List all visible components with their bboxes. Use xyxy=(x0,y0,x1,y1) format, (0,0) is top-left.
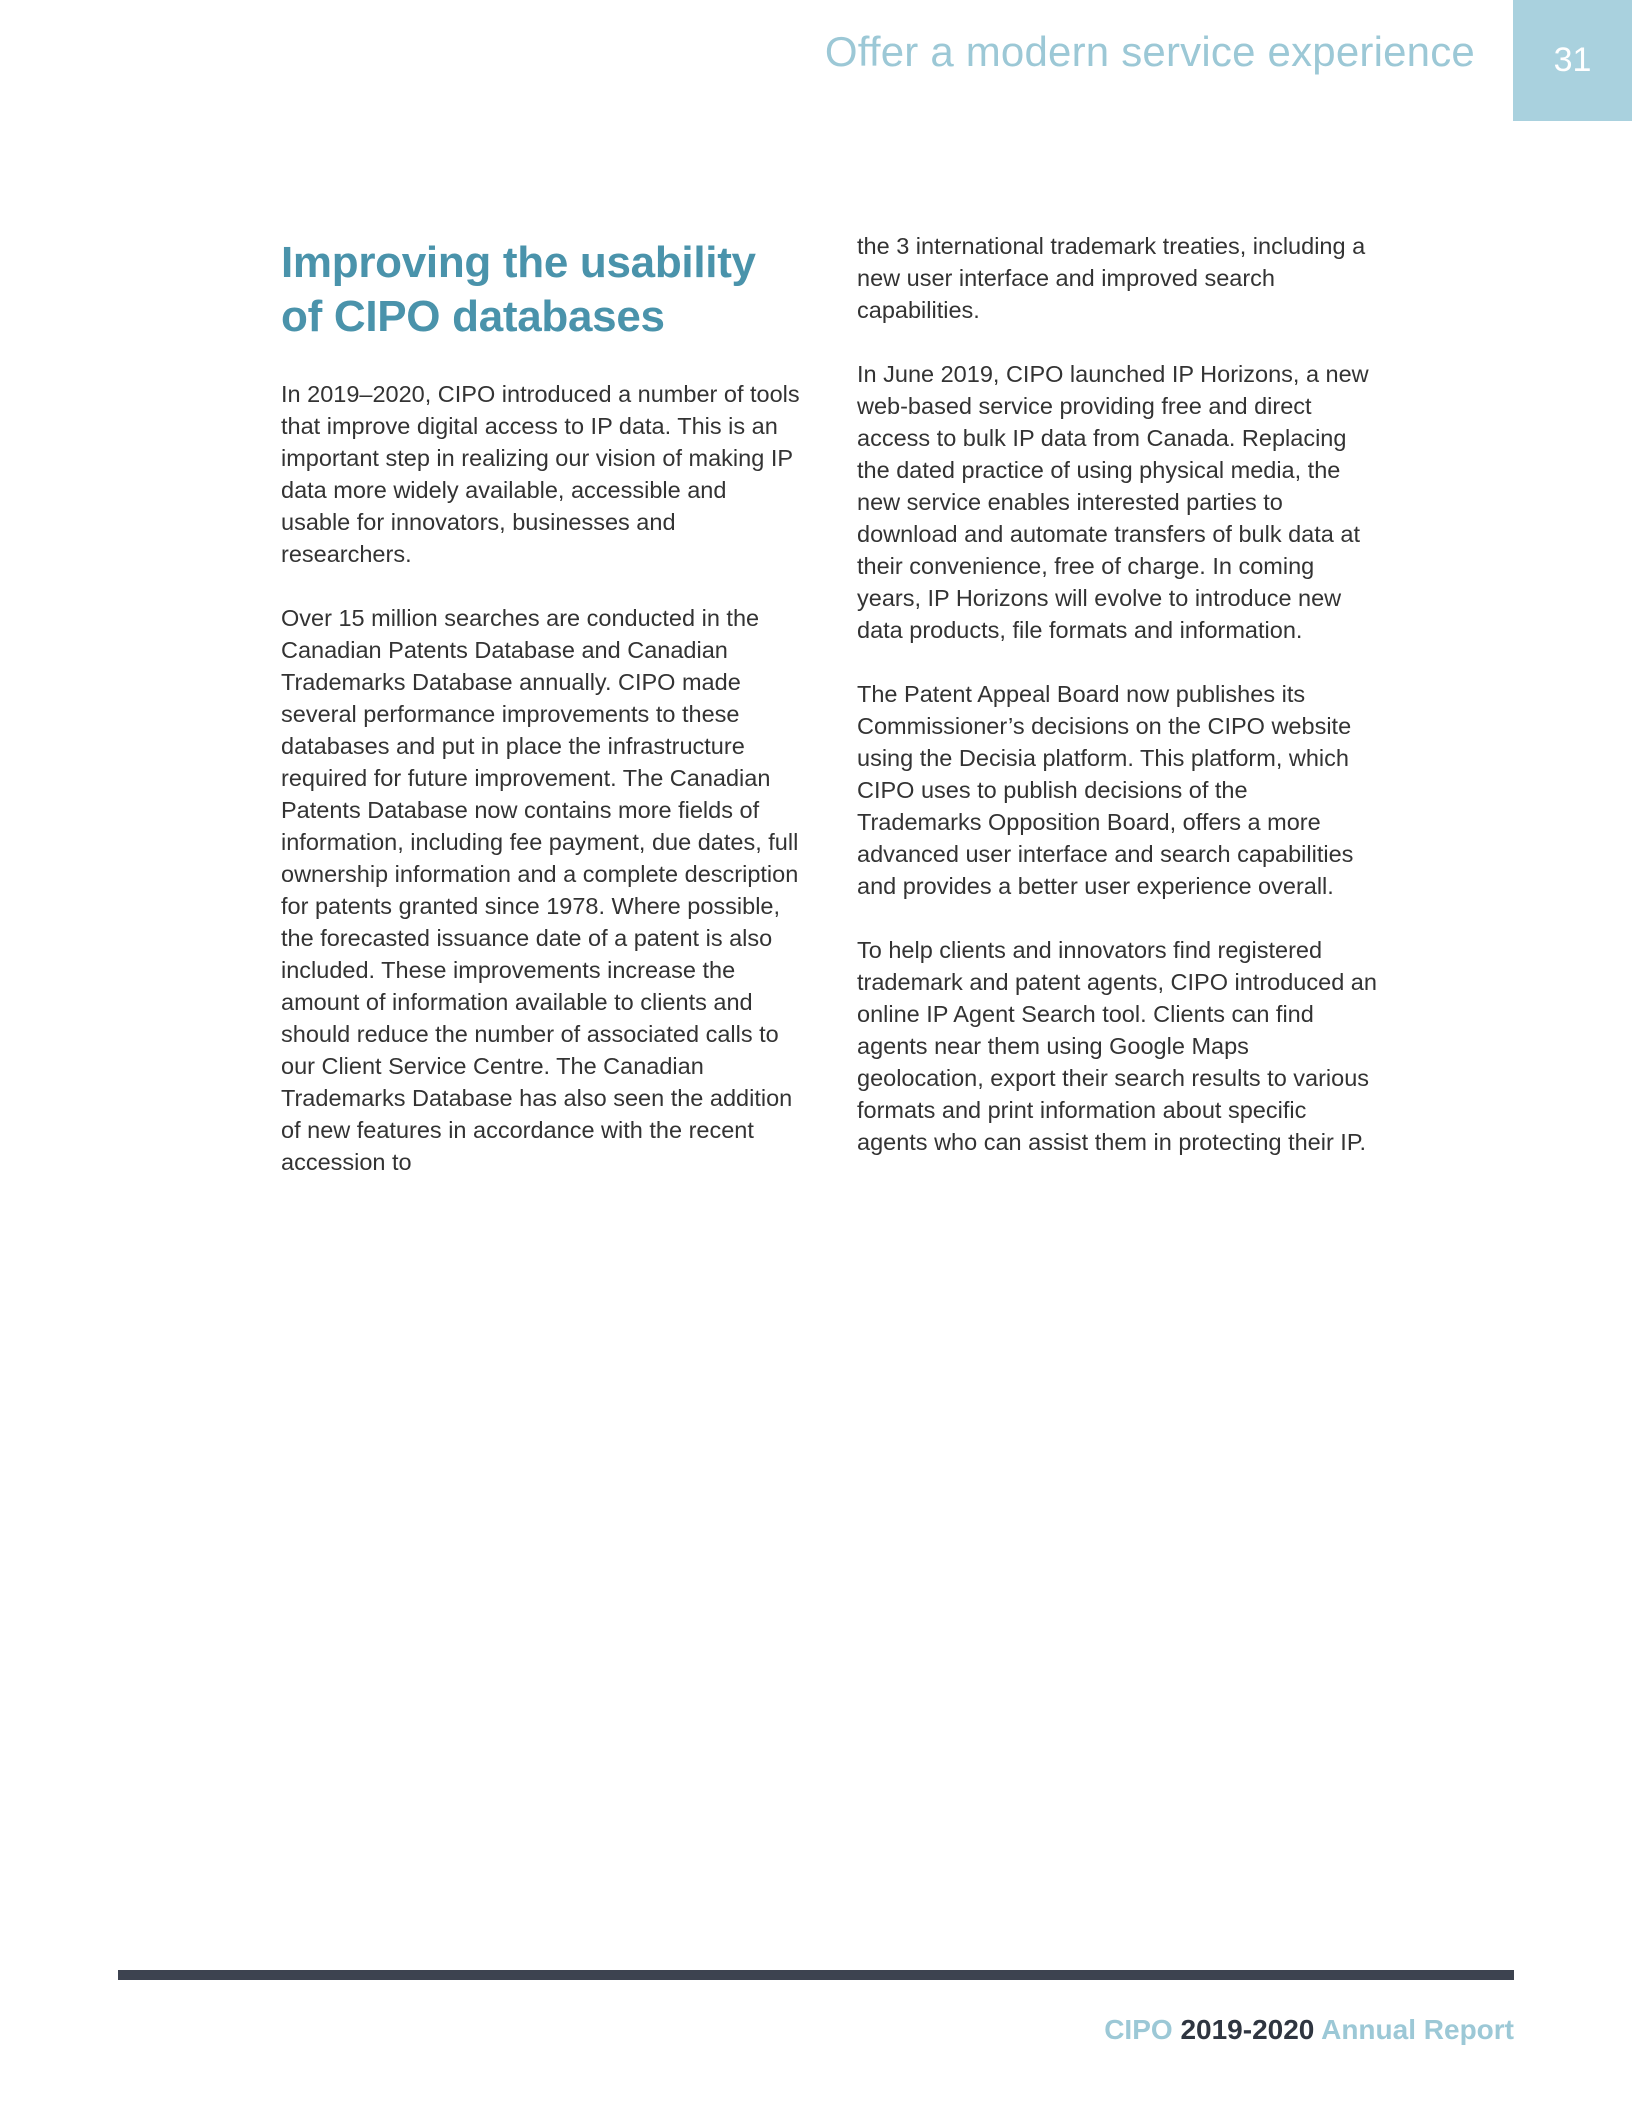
section-title: Improving the usability of CIPO databases xyxy=(281,238,756,341)
paragraph: The Patent Appeal Board now publishes its Commissioner’s decisions on the CIPO website using the Decisia platform. This platform, which CIPO uses to publish decisions of the Trademarks Opposition Board, offers a more advanced user interface and search capabilities and provides a better user experience overall. xyxy=(857,681,1354,899)
page-number: 31 xyxy=(1553,41,1592,79)
right-column xyxy=(857,233,1377,1190)
footer-org: CIPO xyxy=(1104,2014,1173,2045)
left-column xyxy=(281,236,801,1210)
page-number-tab xyxy=(1513,0,1632,121)
paragraph: In 2019–2020, CIPO introduced a number of tools that improve digital access to IP data. This is an important step in realizing our vision of making IP data more widely available, accessible and usable for innovators, businesses and researchers. xyxy=(281,381,800,567)
paragraph: To help clients and innovators find registered trademark and patent agents, CIPO introduced an online IP Agent Search tool. Clients can find agents near them using Google Maps geolocation, export their search results to various formats and print information about specific agents who can assist them in protecting their IP. xyxy=(857,937,1377,1155)
footer-label: Annual Report xyxy=(1321,2014,1514,2045)
footer-years: 2019-2020 xyxy=(1180,2014,1315,2045)
paragraph: Over 15 million searches are conducted in the Canadian Patents Database and Canadian Trademarks Database annually. CIPO made several performance improvements to these databases and put in place the infrastructure required for future improvement. The Canadian Patents Database now contains more fields of information, including fee payment, due dates, full ownership information and a complete description for patents granted since 1978. Where possible, the forecasted issuance date of a patent is also included. These improvements increase the amount of information available to clients and should reduce the number of associated calls to our Client Service Centre. The Canadian Trademarks Database has also seen the addition of new features in accordance with the recent accession to xyxy=(281,605,799,1175)
footer-rule xyxy=(118,1970,1514,1980)
page-header-title: Offer a modern service experience xyxy=(824,28,1475,75)
paragraph: the 3 international trademark treaties, including a new user interface and improved search capabilities. xyxy=(857,233,1366,323)
paragraph: In June 2019, CIPO launched IP Horizons, a new web-based service providing free and direct access to bulk IP data from Canada. Replacing the dated practice of using physical media, the new service enables interested parties to download and automate transfers of bulk data at their convenience, free of charge. In coming years, IP Horizons will evolve to introduce new data products, file formats and information. xyxy=(857,361,1369,643)
footer-report-title xyxy=(1104,2014,1514,2046)
